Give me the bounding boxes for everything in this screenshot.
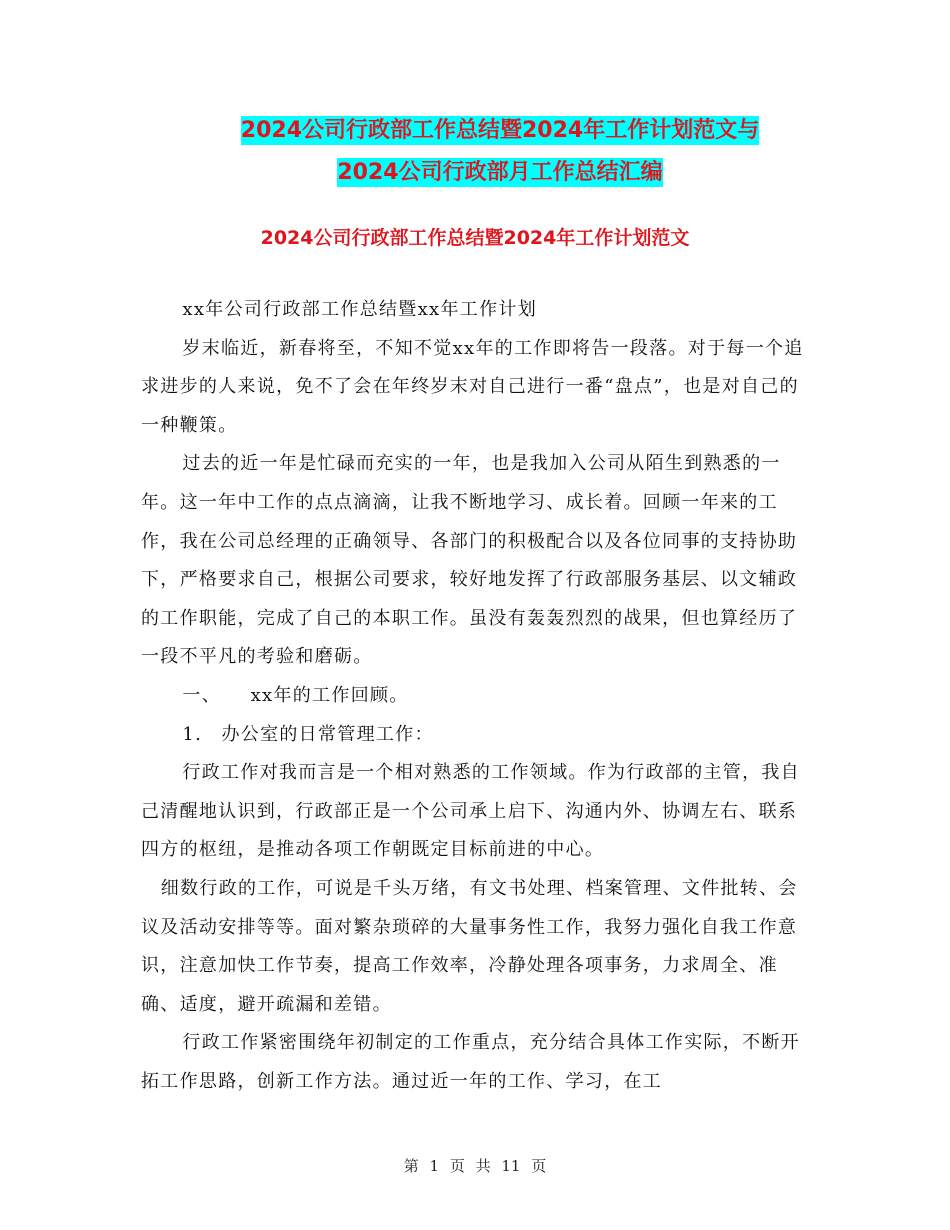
section-title: 2024公司行政部工作总结暨2024年工作计划范文 [260, 227, 690, 249]
document-title [120, 110, 880, 194]
paragraph: 岁末临近，新春将至，不知不觉xx年的工作即将告一段落。对于每一个追求进步的人来说，免不了会在年终岁末对自己进行一番“盘点”，也是对自己的一种鞭策。 [141, 337, 804, 436]
paragraph: 行政工作对我而言是一个相对熟悉的工作领域。作为行政部的主管，我自己清醒地认识到，行政部正是一个公司承上启下、沟通内外、协调左右、联系四方的枢纽，是推动各项工作朝既定目标前进的中心。 [141, 762, 800, 861]
document-body [141, 291, 811, 1101]
subsection-heading: 1. 办公室的日常管理工作： [182, 723, 434, 745]
paragraph: 行政工作紧密围绕年初制定的工作重点，充分结合具体工作实际，不断开拓工作思路，创新工作方法。通过近一年的工作、学习，在工 [141, 1032, 800, 1092]
paragraph: xx年公司行政部工作总结暨xx年工作计划 [182, 299, 537, 320]
page-footer: 第 1 页 共 11 页 [403, 1157, 547, 1175]
title-line-2: 2024公司行政部月工作总结汇编 [337, 160, 663, 185]
paragraph: 过去的近一年是忙碌而充实的一年，也是我加入公司从陌生到熟悉的一年。这一年中工作的点点滴滴，让我不断地学习、成长着。回顾一年来的工作，我在公司总经理的正确领导、各部门的积极配合以及各位同事的支持协助下，严格要求自己，根据公司要求，较好地发挥了行政部服务基层、以文辅政的工作职能，完成了自己的本职工作。虽没有轰轰烈烈的战果，但也算经历了一段不平凡的考验和磨砺。 [141, 453, 798, 668]
title-line-1: 2024公司行政部工作总结暨2024年工作计划范文与 [240, 118, 760, 143]
section-heading: 一、 xx年的工作回顾。 [182, 684, 409, 706]
paragraph: 细数行政的工作，可说是千头万绪，有文书处理、档案管理、文件批转、会议及活动安排等等。面对繁杂琐碎的大量事务性工作，我努力强化自我工作意识，注意加快工作节奏，提高工作效率，冷静处理各项事务，力求周全、准确、适度，避开疏漏和差错。 [141, 877, 798, 1015]
